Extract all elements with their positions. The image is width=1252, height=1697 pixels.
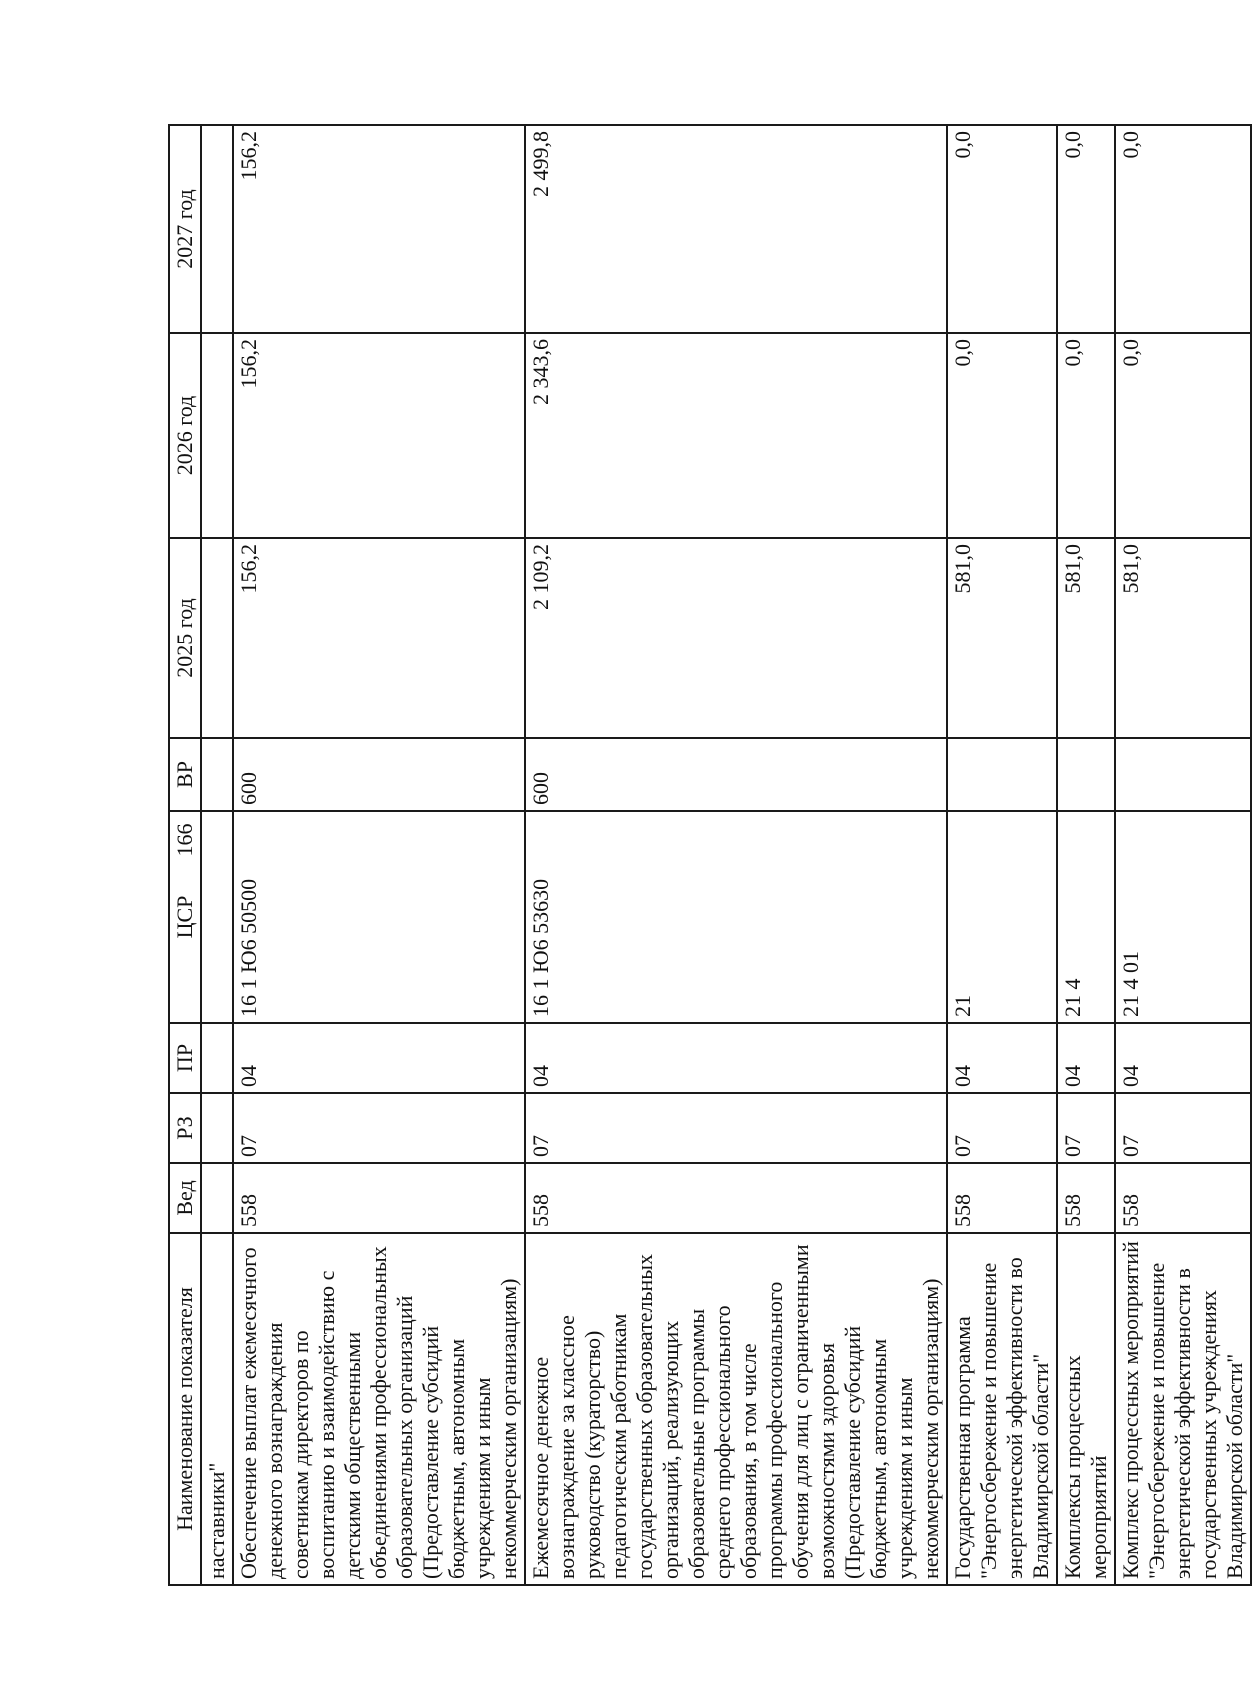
table-row (947, 125, 1057, 1585)
cell-vr (1115, 738, 1251, 811)
cell-2027: 0,0 (947, 125, 1057, 333)
cell-name: Ежемесячное денежное вознаграждение за классное руководство (кураторство) педагогическим работникам государственных образовательных организаций, реализующих образовательные программы среднего профессионального образования, в том числе программы профессионального обучения для лиц с ограниченными возможностями здоровья (Предоставление субсидий бюджетным, автономным учреждениям и иным некоммерческим организациям) (525, 1233, 947, 1585)
cell-name: Комплекс процессных мероприятий "Энергосбережение и повышение энергетической эффективности в государственных учреждениях Владимирской области" (1115, 1233, 1251, 1585)
cell-csr: 21 4 (1057, 811, 1115, 1023)
header-csr: ЦСР (169, 811, 201, 1023)
cell-csr: 16 1 Ю6 53630 (525, 811, 947, 1023)
cell-pr: 04 (525, 1023, 947, 1093)
table-header-row (169, 125, 201, 1585)
header-pr: ПР (169, 1023, 201, 1093)
cell-2026: 0,0 (947, 333, 1057, 538)
cell-2025: 156,2 (233, 538, 525, 738)
cell-2027 (201, 125, 233, 333)
cell-csr: 16 1 Ю6 50500 (233, 811, 525, 1023)
cell-ved: 558 (1115, 1163, 1251, 1233)
cell-name: Государственная программа "Энергосбережение и повышение энергетической эффективности во Владимирской области" (947, 1233, 1057, 1585)
header-ved: Вед (169, 1163, 201, 1233)
header-2025: 2025 год (169, 538, 201, 738)
cell-name: наставники" (201, 1233, 233, 1585)
cell-ved: 558 (1057, 1163, 1115, 1233)
cell-2027: 2 499,8 (525, 125, 947, 333)
table-row (525, 125, 947, 1585)
header-vr: ВР (169, 738, 201, 811)
cell-rz: 07 (1057, 1093, 1115, 1163)
cell-rz (201, 1093, 233, 1163)
page-number: 166 (172, 823, 197, 857)
table-row (1057, 125, 1115, 1585)
cell-vr: 600 (525, 738, 947, 811)
cell-pr: 04 (947, 1023, 1057, 1093)
table-row (201, 125, 233, 1585)
cell-2027: 0,0 (1115, 125, 1251, 333)
cell-ved: 558 (233, 1163, 525, 1233)
cell-pr (201, 1023, 233, 1093)
cell-2025: 581,0 (947, 538, 1057, 738)
cell-pr: 04 (1057, 1023, 1115, 1093)
cell-name: Обеспечение выплат ежемесячного денежного вознаграждения советникам директоров по воспитанию и взаимодействию с детскими общественными объединениями профессиональных образовательных организаций (Предоставление субсидий бюджетным, автономным учреждениям и иным некоммерческим организациям) (233, 1233, 525, 1585)
cell-2027: 0,0 (1057, 125, 1115, 333)
cell-2026: 0,0 (1115, 333, 1251, 538)
cell-2025: 2 109,2 (525, 538, 947, 738)
cell-vr: 600 (233, 738, 525, 811)
cell-ved: 558 (947, 1163, 1057, 1233)
cell-rz: 07 (1115, 1093, 1251, 1163)
cell-name: Комплексы процессных мероприятий (1057, 1233, 1115, 1585)
header-rz: РЗ (169, 1093, 201, 1163)
header-name: Наименование показателя (169, 1233, 201, 1585)
cell-2026 (201, 333, 233, 538)
cell-vr (201, 738, 233, 811)
cell-2025 (201, 538, 233, 738)
cell-pr: 04 (1115, 1023, 1251, 1093)
rotated-table-wrapper (168, 126, 1247, 1586)
cell-2025: 581,0 (1057, 538, 1115, 738)
table-row (233, 125, 525, 1585)
cell-pr: 04 (233, 1023, 525, 1093)
cell-csr: 21 4 01 (1115, 811, 1251, 1023)
budget-table (168, 124, 1252, 1586)
cell-ved: 558 (525, 1163, 947, 1233)
header-2026: 2026 год (169, 333, 201, 538)
cell-vr (947, 738, 1057, 811)
cell-2027: 156,2 (233, 125, 525, 333)
table-row (1115, 125, 1251, 1585)
cell-rz: 07 (233, 1093, 525, 1163)
cell-2025: 581,0 (1115, 538, 1251, 738)
cell-ved (201, 1163, 233, 1233)
cell-rz: 07 (525, 1093, 947, 1163)
cell-vr (1057, 738, 1115, 811)
cell-2026: 2 343,6 (525, 333, 947, 538)
cell-2026: 0,0 (1057, 333, 1115, 538)
cell-csr: 21 (947, 811, 1057, 1023)
cell-csr (201, 811, 233, 1023)
header-2027: 2027 год (169, 125, 201, 333)
cell-rz: 07 (947, 1093, 1057, 1163)
cell-2026: 156,2 (233, 333, 525, 538)
